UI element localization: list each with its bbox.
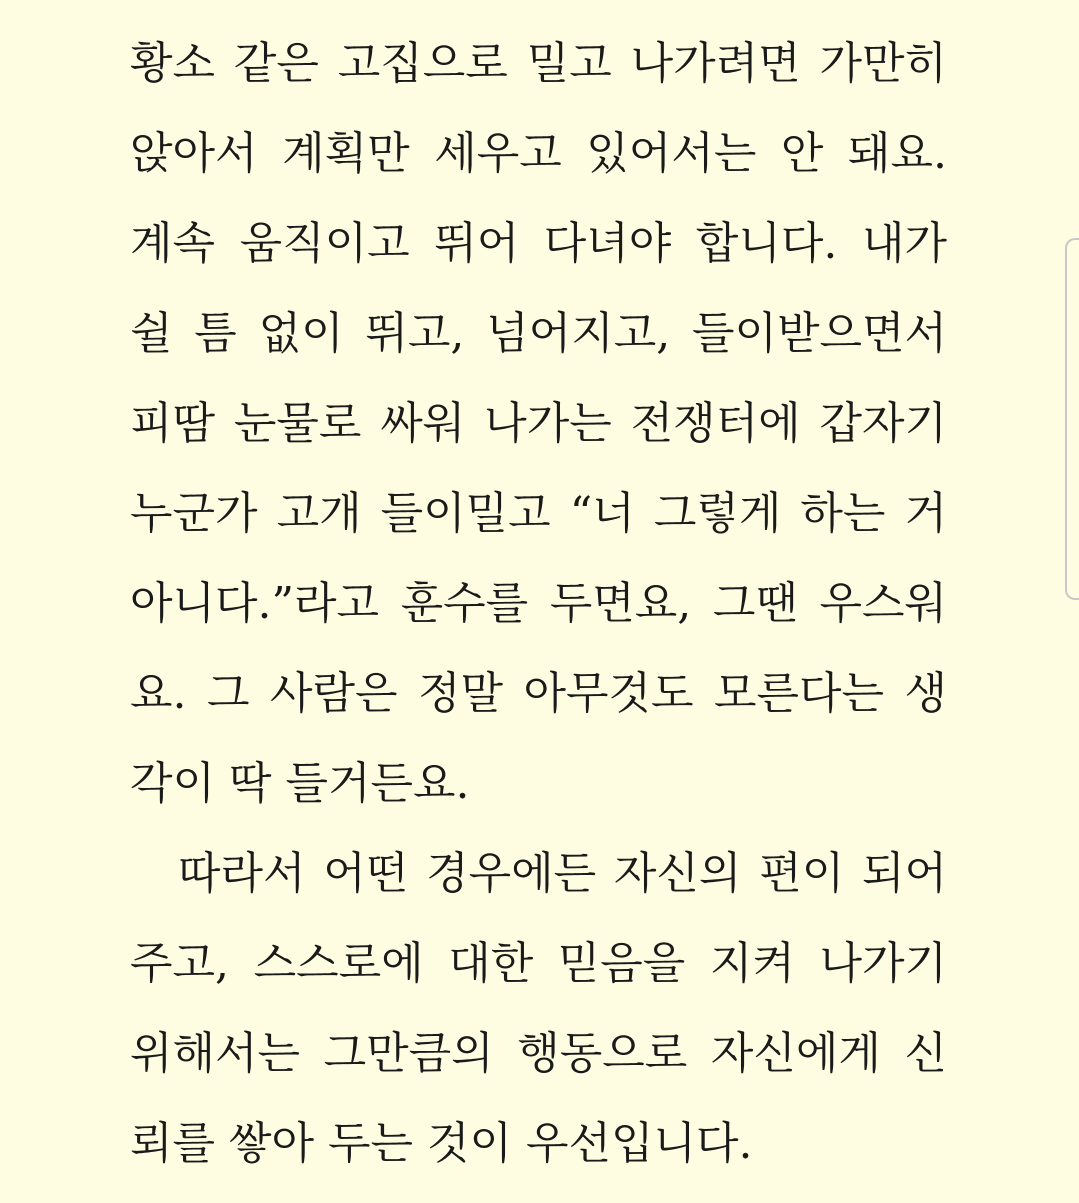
text-line: 각이 딱 들거든요. bbox=[130, 758, 470, 809]
text-line: 아니다.”라고 훈수를 두면요, 그땐 우스워 bbox=[130, 578, 947, 629]
text-line: 계속 움직이고 뛰어 다녀야 합니다. 내가 bbox=[130, 218, 947, 269]
edge-panel-handle[interactable] bbox=[1065, 238, 1079, 600]
text-line: 뢰를 쌓아 두는 것이 우선입니다. bbox=[130, 1118, 753, 1169]
text-line: 누군가 고개 들이밀고 “너 그렇게 하는 거 bbox=[130, 488, 947, 539]
text-line: 쉴 틈 없이 뛰고, 넘어지고, 들이받으면서 bbox=[130, 308, 947, 359]
text-line: 따라서 어떤 경우에든 자신의 편이 되어 bbox=[178, 848, 947, 899]
text-line: 피땀 눈물로 싸워 나가는 전쟁터에 갑자기 bbox=[130, 398, 947, 449]
text-line: 황소 같은 고집으로 밀고 나가려면 가만히 bbox=[130, 38, 947, 89]
text-line: 요. 그 사람은 정말 아무것도 모른다는 생 bbox=[130, 668, 947, 719]
text-line: 위해서는 그만큼의 행동으로 자신에게 신 bbox=[130, 1028, 947, 1079]
text-line: 앉아서 계획만 세우고 있어서는 안 돼요. bbox=[130, 128, 947, 179]
text-line: 주고, 스스로에 대한 믿음을 지켜 나가기 bbox=[130, 938, 947, 989]
